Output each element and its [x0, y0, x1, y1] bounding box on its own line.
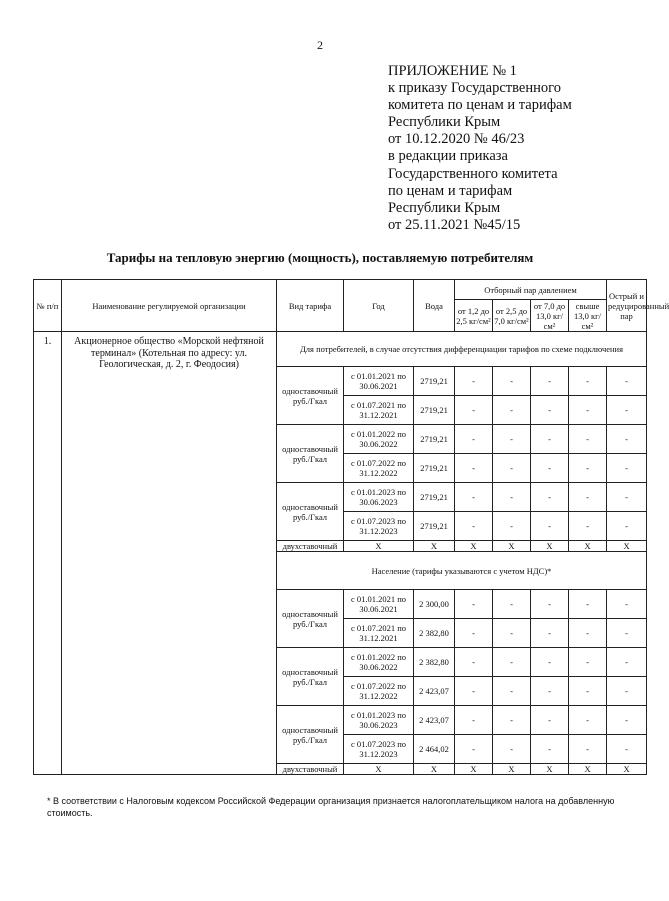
period: с 01.01.2023 по 30.06.2023 — [344, 483, 414, 512]
header-steam: Отборный пар давлением — [455, 280, 607, 300]
header-sharp-steam: Острый и редуцированный пар — [607, 280, 647, 332]
empty-value-dash: - — [569, 396, 607, 425]
water-tariff-value: 2719,21 — [414, 425, 455, 454]
empty-value-dash: - — [493, 648, 531, 677]
appendix-line: к приказу Государственного — [388, 80, 561, 97]
water-tariff-value: 2 300,00 — [414, 590, 455, 619]
empty-value-dash: - — [607, 454, 647, 483]
appendix-line: в редакции приказа — [388, 148, 508, 165]
appendix-header — [388, 63, 638, 234]
header-water: Вода — [414, 280, 455, 332]
water-tariff-value: 2 382,80 — [414, 648, 455, 677]
empty-value-dash: - — [455, 677, 493, 706]
tariff-type: одноставочный руб./Гкал — [277, 648, 344, 706]
tariff-type: одноставочный руб./Гкал — [277, 483, 344, 541]
empty-value-dash: - — [607, 706, 647, 735]
not-applicable-mark: X — [455, 764, 493, 775]
empty-value-dash: - — [531, 677, 569, 706]
footnote: * В соответствии с Налоговым кодексом Российской Федерации организация признается налогоплательщиком налога на добавленную стоимость. — [47, 796, 615, 818]
appendix-line: по ценам и тарифам — [388, 182, 513, 199]
appendix-line: Республики Крым — [388, 114, 501, 131]
empty-value-dash: - — [455, 706, 493, 735]
period: с 01.07.2022 по 31.12.2022 — [344, 454, 414, 483]
header-steam-col: от 2,5 до 7,0 кг/см² — [493, 300, 531, 332]
empty-value-dash: - — [607, 590, 647, 619]
header-tariff-type: Вид тарифа — [277, 280, 344, 332]
empty-value-dash: - — [455, 454, 493, 483]
empty-value-dash: - — [531, 454, 569, 483]
water-tariff-value: 2719,21 — [414, 512, 455, 541]
not-applicable-mark: X — [414, 764, 455, 775]
water-tariff-value: 2 423,07 — [414, 706, 455, 735]
empty-value-dash: - — [569, 425, 607, 454]
water-tariff-value: 2 464,02 — [414, 735, 455, 764]
empty-value-dash: - — [607, 619, 647, 648]
consumer-group-label: Для потребителей, в случае отсутствия дифференциации тарифов по схеме подключения — [277, 332, 647, 367]
appendix-line: Государственного комитета — [388, 165, 558, 182]
period: с 01.07.2023 по 31.12.2023 — [344, 512, 414, 541]
empty-value-dash: - — [569, 454, 607, 483]
empty-value-dash: - — [569, 648, 607, 677]
empty-value-dash: - — [531, 367, 569, 396]
empty-value-dash: - — [493, 512, 531, 541]
period: с 01.01.2022 по 30.06.2022 — [344, 648, 414, 677]
appendix-line: от 10.12.2020 № 46/23 — [388, 131, 525, 148]
page-number: 2 — [317, 38, 323, 52]
empty-value-dash: - — [493, 367, 531, 396]
empty-value-dash: - — [493, 590, 531, 619]
not-applicable-mark: X — [344, 541, 414, 552]
period: с 01.01.2021 по 30.06.2021 — [344, 590, 414, 619]
document-title: Тарифы на тепловую энергию (мощность), поставляемую потребителям — [106, 250, 534, 265]
empty-value-dash: - — [531, 619, 569, 648]
appendix-line: Республики Крым — [388, 199, 501, 216]
empty-value-dash: - — [455, 483, 493, 512]
period: с 01.07.2021 по 31.12.2021 — [344, 396, 414, 425]
header-steam-col: от 7,0 до 13,0 кг/см² — [531, 300, 569, 332]
water-tariff-value: 2719,21 — [414, 367, 455, 396]
header-year: Год — [344, 280, 414, 332]
empty-value-dash: - — [607, 648, 647, 677]
empty-value-dash: - — [607, 512, 647, 541]
empty-value-dash: - — [569, 367, 607, 396]
not-applicable-mark: X — [344, 764, 414, 775]
tariff-type: одноставочный руб./Гкал — [277, 706, 344, 764]
empty-value-dash: - — [455, 367, 493, 396]
organization-name: Акционерное общество «Морской нефтяной терминал» (Котельная по адресу: ул. Геологическая, д. 2, г. Феодосия) — [62, 332, 277, 775]
empty-value-dash: - — [455, 512, 493, 541]
water-tariff-value: 2 423,07 — [414, 677, 455, 706]
empty-value-dash: - — [493, 483, 531, 512]
header-num: № п/п — [34, 280, 62, 332]
not-applicable-mark: X — [455, 541, 493, 552]
empty-value-dash: - — [569, 512, 607, 541]
header-org: Наименование регулируемой организации — [62, 280, 277, 332]
header-steam-col: свыше 13,0 кг/см² — [569, 300, 607, 332]
not-applicable-mark: X — [607, 541, 647, 552]
empty-value-dash: - — [569, 483, 607, 512]
two-rate-label: двухставочный — [277, 541, 344, 552]
empty-value-dash: - — [493, 677, 531, 706]
empty-value-dash: - — [531, 483, 569, 512]
empty-value-dash: - — [607, 677, 647, 706]
empty-value-dash: - — [455, 590, 493, 619]
not-applicable-mark: X — [569, 764, 607, 775]
empty-value-dash: - — [493, 619, 531, 648]
appendix-line: ПРИЛОЖЕНИЕ № 1 — [388, 63, 517, 79]
empty-value-dash: - — [493, 454, 531, 483]
empty-value-dash: - — [455, 425, 493, 454]
appendix-line: комитета по ценам и тарифам — [388, 97, 572, 114]
not-applicable-mark: X — [531, 764, 569, 775]
not-applicable-mark: X — [414, 541, 455, 552]
empty-value-dash: - — [531, 590, 569, 619]
empty-value-dash: - — [531, 425, 569, 454]
empty-value-dash: - — [607, 396, 647, 425]
empty-value-dash: - — [455, 396, 493, 425]
empty-value-dash: - — [493, 735, 531, 764]
empty-value-dash: - — [455, 648, 493, 677]
empty-value-dash: - — [531, 396, 569, 425]
tariff-type: одноставочный руб./Гкал — [277, 425, 344, 483]
not-applicable-mark: X — [493, 541, 531, 552]
empty-value-dash: - — [531, 648, 569, 677]
period: с 01.01.2023 по 30.06.2023 — [344, 706, 414, 735]
empty-value-dash: - — [607, 425, 647, 454]
empty-value-dash: - — [607, 735, 647, 764]
empty-value-dash: - — [455, 735, 493, 764]
empty-value-dash: - — [569, 706, 607, 735]
empty-value-dash: - — [531, 735, 569, 764]
empty-value-dash: - — [607, 483, 647, 512]
empty-value-dash: - — [531, 512, 569, 541]
not-applicable-mark: X — [569, 541, 607, 552]
empty-value-dash: - — [531, 706, 569, 735]
tariff-type: одноставочный руб./Гкал — [277, 367, 344, 425]
empty-value-dash: - — [493, 706, 531, 735]
consumer-group-label: Население (тарифы указываются с учетом НДС)* — [277, 552, 647, 590]
water-tariff-value: 2 382,80 — [414, 619, 455, 648]
tariff-table — [33, 279, 669, 775]
water-tariff-value: 2719,21 — [414, 396, 455, 425]
empty-value-dash: - — [569, 619, 607, 648]
empty-value-dash: - — [569, 677, 607, 706]
empty-value-dash: - — [569, 590, 607, 619]
row-number: 1. — [34, 332, 62, 775]
period: с 01.07.2022 по 31.12.2022 — [344, 677, 414, 706]
period: с 01.07.2021 по 31.12.2021 — [344, 619, 414, 648]
empty-value-dash: - — [493, 425, 531, 454]
empty-value-dash: - — [569, 735, 607, 764]
period: с 01.01.2021 по 30.06.2021 — [344, 367, 414, 396]
empty-value-dash: - — [607, 367, 647, 396]
two-rate-label: двухставочный — [277, 764, 344, 775]
period: с 01.07.2023 по 31.12.2023 — [344, 735, 414, 764]
not-applicable-mark: X — [607, 764, 647, 775]
empty-value-dash: - — [493, 396, 531, 425]
period: с 01.01.2022 по 30.06.2022 — [344, 425, 414, 454]
not-applicable-mark: X — [493, 764, 531, 775]
not-applicable-mark: X — [531, 541, 569, 552]
water-tariff-value: 2719,21 — [414, 454, 455, 483]
tariff-type: одноставочный руб./Гкал — [277, 590, 344, 648]
header-steam-col: от 1,2 до 2,5 кг/см² — [455, 300, 493, 332]
appendix-line: от 25.11.2021 №45/15 — [388, 216, 521, 233]
water-tariff-value: 2719,21 — [414, 483, 455, 512]
empty-value-dash: - — [455, 619, 493, 648]
